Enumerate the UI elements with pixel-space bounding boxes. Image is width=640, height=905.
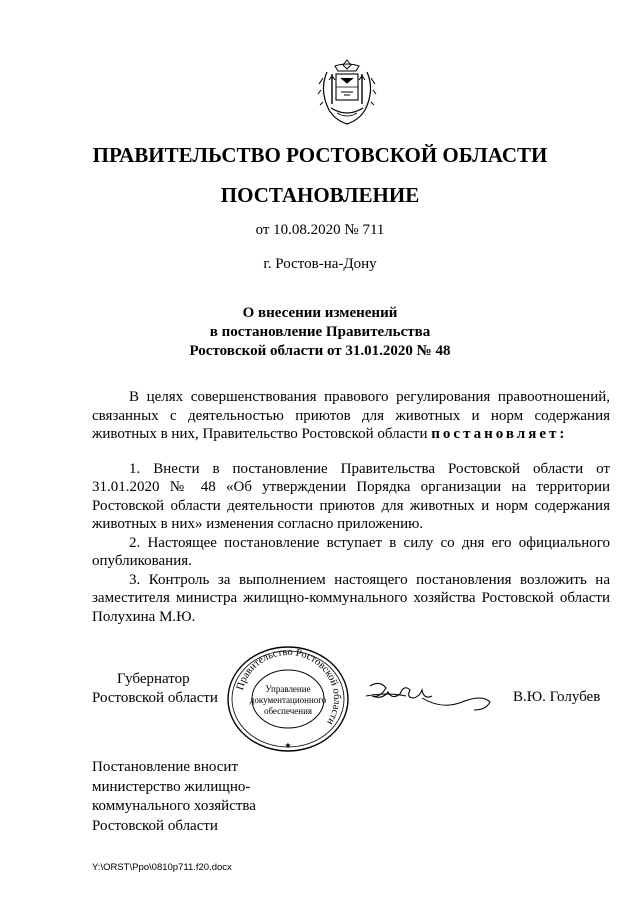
- item-paragraph: 2. Настоящее постановление вступает в силу со дня его официального опубликования.: [92, 534, 610, 569]
- government-title: ПРАВИТЕЛЬСТВО РОСТОВСКОЙ ОБЛАСТИ: [92, 143, 548, 167]
- document-body: [92, 388, 610, 626]
- preamble-paragraph: [92, 388, 610, 444]
- subject-line: О внесении изменений: [242, 305, 398, 321]
- official-stamp: [222, 644, 354, 754]
- submitted-line: министерство жилищно-: [92, 778, 251, 795]
- signer-name: В.Ю. Голубев: [513, 689, 601, 705]
- position-line: Ростовской области: [92, 690, 218, 706]
- svg-text:★: ★: [284, 741, 292, 750]
- date-number: от 10.08.2020 № 711: [255, 222, 385, 238]
- city: г. Ростов-на-Дону: [263, 256, 377, 272]
- stamp-center-line: обеспечения: [263, 706, 313, 716]
- handwritten-signature: [364, 676, 494, 712]
- submitted-by: [92, 758, 256, 836]
- subject-line: Ростовской области от 31.01.2020 № 48: [189, 343, 451, 359]
- preamble-text: В целях совершенствования правового регулирования правоотношений, связанных с деятельностью приютов для животных и норм содержания животных в них, Правительство Ростовской области: [92, 389, 610, 442]
- subject-line: в постановление Правительства: [209, 324, 431, 340]
- item-paragraph: 3. Контроль за выполнением настоящего постановления возложить на заместителя министра жилищно-коммунального хозяйства Ростовской области Полухина М.Ю.: [92, 571, 610, 625]
- file-path: Y:\ORST\Ppo\0810p711.f20.docx: [92, 862, 232, 873]
- coat-of-arms-icon: [317, 58, 377, 126]
- position-line: Губернатор: [117, 671, 190, 687]
- stamp-ring-text: Правительство Ростовской области: [235, 646, 343, 727]
- item-paragraph: 1. Внести в постановление Правительства Ростовской области от 31.01.2020 № 48 «Об утверждении Порядка организации на территории Ростовской области деятельности приютов для животных и норм содержания животных в них» изменения согласно приложению.: [92, 460, 610, 532]
- submitted-line: коммунального хозяйства: [92, 798, 256, 814]
- document-subject: [0, 304, 640, 361]
- stamp-center-line: Управление: [265, 684, 311, 694]
- stamp-center-line: документационного: [249, 695, 327, 705]
- submitted-line: Ростовской области: [92, 817, 218, 834]
- submitted-line: Постановление вносит: [92, 759, 239, 775]
- document-type: ПОСТАНОВЛЕНИЕ: [220, 183, 420, 207]
- decree-word: постановляет:: [431, 426, 568, 442]
- signatory-position: [92, 670, 218, 708]
